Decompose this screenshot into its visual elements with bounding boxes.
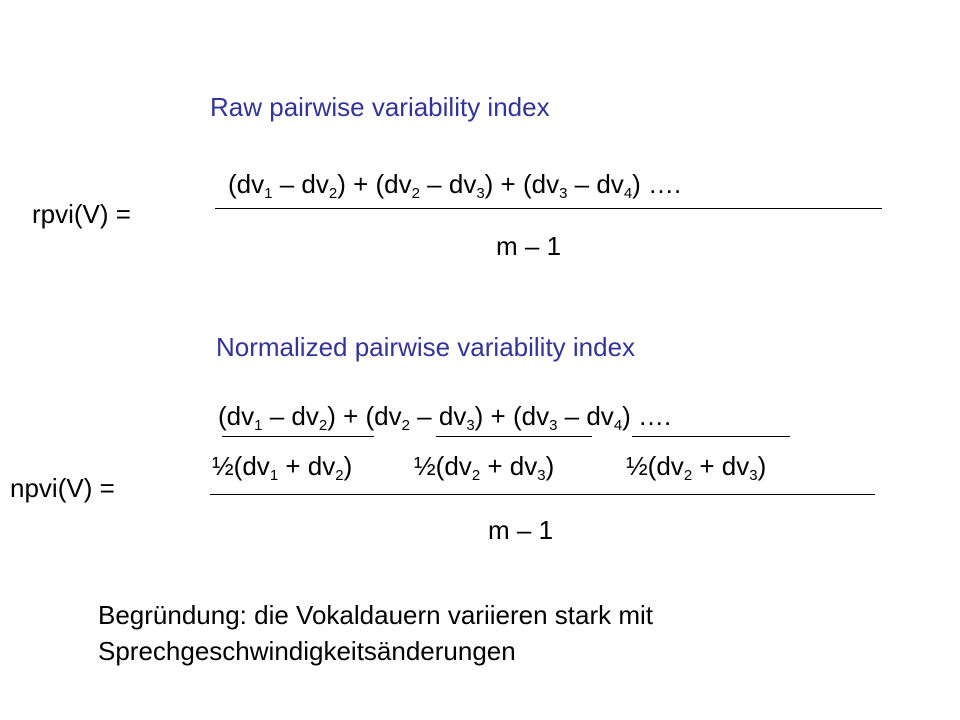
rpvi-fraction-bar xyxy=(215,208,882,209)
npvi-inner-denominator-2: $\frac{1}{2}(dv_2 + dv_3)$ xyxy=(414,451,555,484)
npvi-inner-denominator-3: $\frac{1}{2}(dv_2 + dv_3)$ xyxy=(626,451,767,484)
subscript-index: 3 xyxy=(466,417,475,434)
npvi-heading: Normalized pairwise variability index xyxy=(216,332,636,362)
note-line-2: Sprechgeschwindigkeitsänderungen xyxy=(98,636,516,666)
npvi-inner-bar-1 xyxy=(222,436,374,437)
npvi-inner-bar-2 xyxy=(436,436,592,437)
npvi-numerator: $(dv_1 - dv_2) + (dv_2 - dv_3) + (dv_3 - dv_4)$ …. xyxy=(218,401,672,434)
note-line-1: Begründung: die Vokaldauern variieren stark mit xyxy=(98,600,653,630)
subscript-index: 2 xyxy=(471,467,481,484)
subscript-index: 3 xyxy=(549,417,558,434)
npvi-denominator: m – 1 xyxy=(488,515,554,545)
subscript-index: 1 xyxy=(254,417,263,434)
npvi-inner-denominator-1: $\frac{1}{2}(dv_1 + dv_2)$ xyxy=(212,451,353,484)
subscript-index: 1 xyxy=(269,467,279,484)
subscript-index: 4 xyxy=(613,417,623,434)
rpvi-numerator: $(dv_1 - dv_2) + (dv_2 - dv_3) + (dv_3 - dv_4)$ …. xyxy=(228,169,682,202)
npvi-inner-bar-3 xyxy=(632,436,790,437)
subscript-index: 4 xyxy=(623,185,633,202)
subscript-index: 3 xyxy=(559,185,568,202)
subscript-index: 2 xyxy=(401,417,410,434)
subscript-index: 3 xyxy=(537,467,546,484)
subscript-index: 2 xyxy=(683,467,693,484)
rpvi-denominator: m – 1 xyxy=(496,231,562,261)
subscript-index: 2 xyxy=(411,185,420,202)
subscript-index: 3 xyxy=(476,185,485,202)
npvi-fraction-bar xyxy=(210,494,875,495)
subscript-index: 2 xyxy=(335,467,344,484)
subscript-index: 2 xyxy=(328,185,338,202)
npvi-label: npvi(V) = xyxy=(10,473,115,503)
rpvi-heading: Raw pairwise variability index xyxy=(210,92,550,122)
subscript-index: 3 xyxy=(749,467,758,484)
subscript-index: 2 xyxy=(318,417,328,434)
rpvi-label: rpvi(V) = xyxy=(32,199,131,229)
subscript-index: 1 xyxy=(264,185,273,202)
